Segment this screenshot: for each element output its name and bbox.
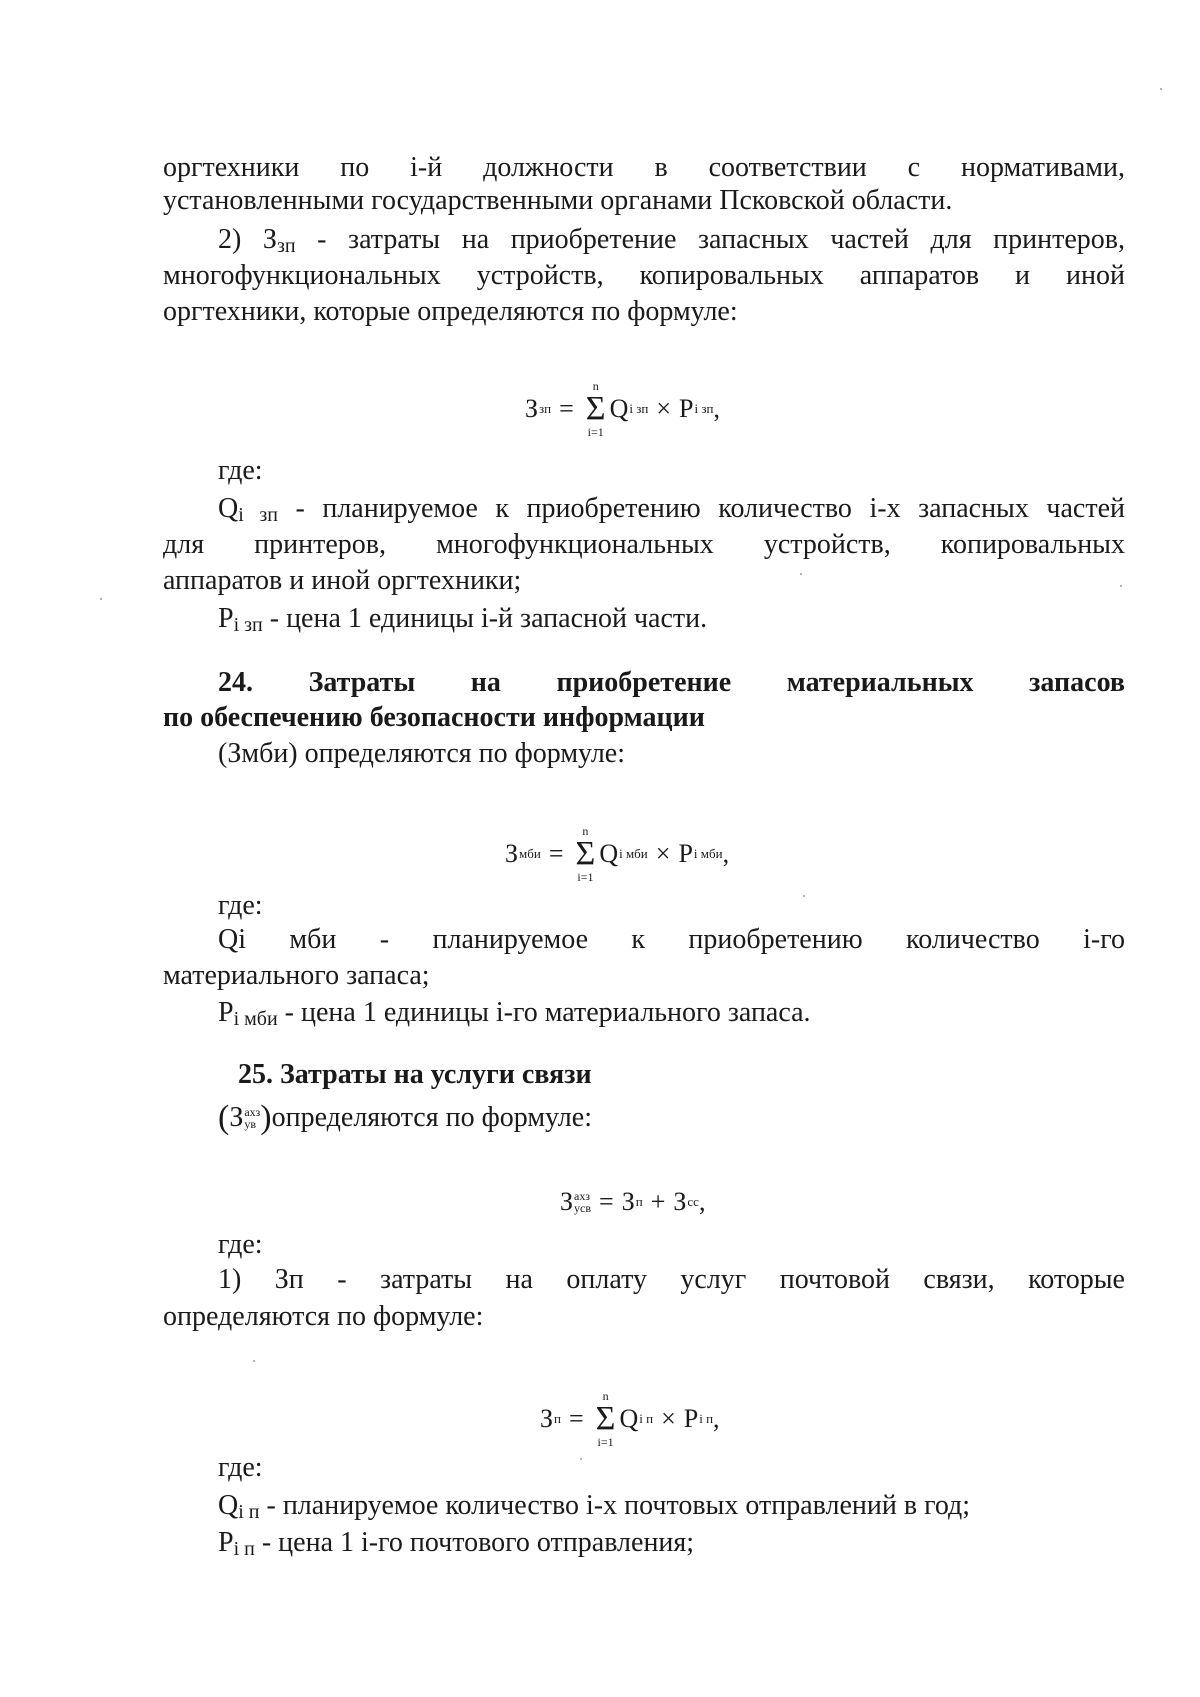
text-line: материального запаса; <box>163 960 430 991</box>
text-line: определяются по формуле: <box>163 1301 484 1332</box>
text-line: где: <box>218 1452 263 1483</box>
scan-speck <box>800 573 802 575</box>
text-line: где: <box>218 890 263 921</box>
text-line: $Q_{i п}$ - планируемое количество i-х почтовых отправлений в год; <box>218 1490 971 1523</box>
text-line: где: <box>218 455 263 486</box>
text-line: $P_{i зп}$ - цена 1 единицы i-й запасной части. <box>218 603 708 636</box>
text-line: (Змби) определяются по формуле: <box>218 738 625 769</box>
text-line: для принтеров, многофункциональных устройств, копировальных <box>163 529 1125 560</box>
text-line: 1) Зп - затраты на оплату услуг почтовой связи, которые <box>218 1264 1125 1295</box>
sum-symbol: n Σ i=1 <box>595 1389 616 1449</box>
text-line: оргтехники по i-й должности в соответствии с нормативами, <box>163 152 1125 183</box>
text-line: многофункциональных устройств, копировальных аппаратов и иной <box>163 260 1125 291</box>
scan-speck <box>100 598 102 600</box>
text-line: оргтехники, которые определяются по формуле: <box>163 296 738 327</box>
section-heading-25: 25. Затраты на услуги связи <box>238 1059 592 1090</box>
formula-postal: З п = n Σ i=1 Q i п × P i п , <box>540 1389 720 1449</box>
scan-speck <box>253 1360 255 1362</box>
sum-symbol: n Σ i=1 <box>575 824 596 884</box>
text-line: $P_{i п}$ - цена 1 i-го почтового отправления; <box>218 1527 695 1560</box>
sum-symbol: n Σ i=1 <box>585 379 606 439</box>
section-heading-24-cont: по обеспечению безопасности информации <box>163 702 705 733</box>
text-line: 2) $З_{зп}$ - затраты на приобретение запасных частей для принтеров, <box>218 224 1125 257</box>
text-line: $P_{i мби}$ - цена 1 единицы i-го материального запаса. <box>218 997 811 1030</box>
scan-speck <box>1160 88 1162 90</box>
text-line: аппаратов и иной оргтехники; <box>163 565 522 596</box>
scan-speck <box>1120 585 1122 587</box>
scan-speck <box>580 1458 582 1460</box>
section-heading-24: 24. Затраты на приобретение материальных запасов <box>218 667 1125 698</box>
text-line: ( З ахз ув ) определяются по формуле: <box>218 1099 592 1136</box>
formula-spare-parts: З зп = n Σ i=1 Q i зп × P i зп , <box>525 379 720 439</box>
formula-security-materials: З мби = n Σ i=1 Q i мби × P i мби , <box>505 824 730 884</box>
scan-speck <box>803 895 805 897</box>
text-line: Qi мби - планируемое к приобретению количество i-го <box>218 924 1125 955</box>
text-line: установленными государственными органами Псковской области. <box>163 185 953 216</box>
text-line: где: <box>218 1229 263 1260</box>
formula-communication: З ахз усв = З п + З сс , <box>560 1187 706 1216</box>
text-line: $Q_{i зп}$ - планируемое к приобретению количество i-х запасных частей <box>218 493 1125 526</box>
